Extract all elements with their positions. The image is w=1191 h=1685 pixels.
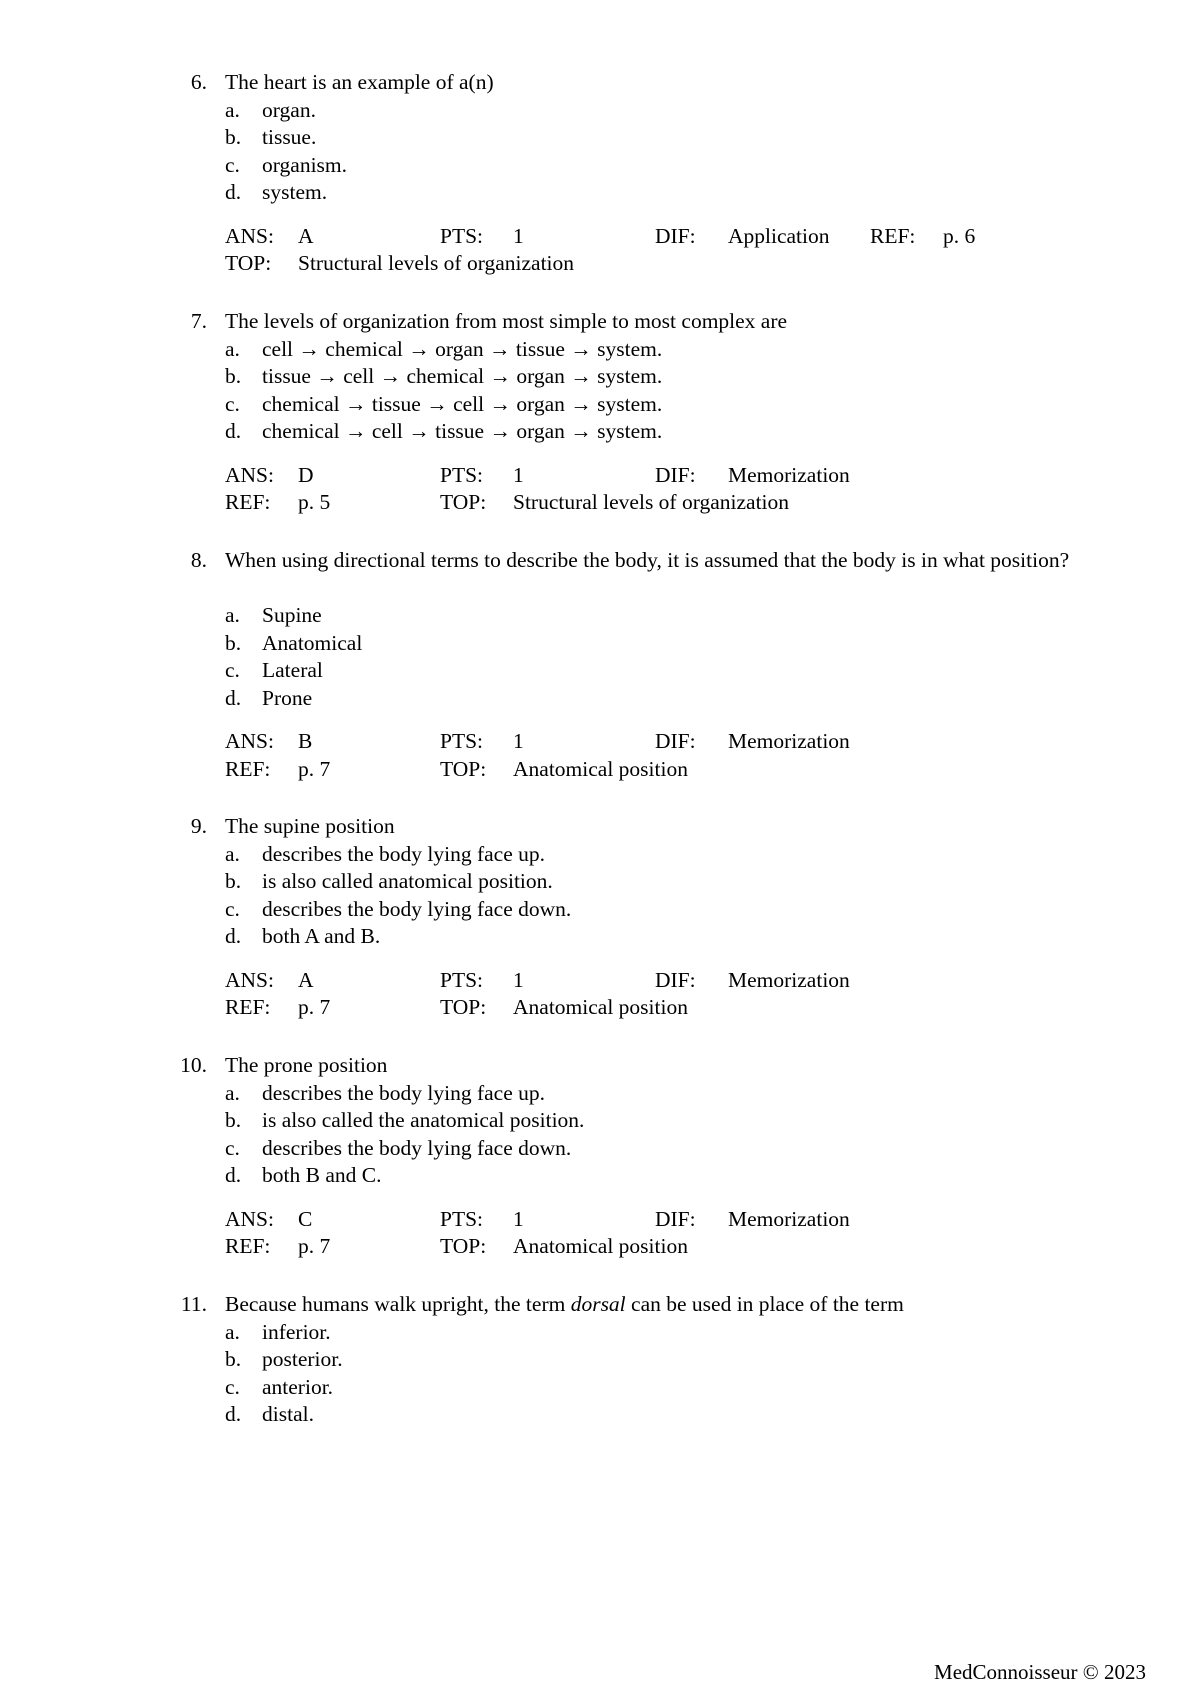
option-text: describes the body lying face down. (262, 896, 572, 921)
option-c (0, 391, 1191, 419)
answer-metadata (0, 223, 1191, 278)
option-letter: c. (225, 896, 240, 921)
pts-label: PTS: (440, 1206, 484, 1231)
ans-value: A (298, 223, 314, 248)
top-value: Structural levels of organization (513, 490, 790, 514)
meta-row (0, 1206, 1191, 1234)
answer-options (0, 1080, 1191, 1190)
dif-value: Memorization (728, 1206, 850, 1231)
option-text: tissue. (262, 125, 317, 149)
dif-label: DIF: (655, 462, 696, 487)
question-number: 9. (190, 814, 207, 838)
answer-metadata (0, 462, 1191, 517)
ans-value: B (298, 729, 313, 753)
option-text: describes the body lying face down. (262, 1135, 572, 1160)
copyright-footer: MedConnoisseur © 2023 (934, 1660, 1146, 1684)
meta-row (0, 223, 1191, 251)
pts-label: PTS: (440, 462, 484, 487)
ref-label: REF: (225, 995, 271, 1019)
option-b (0, 1107, 1191, 1135)
option-text: both B and C. (262, 1163, 382, 1187)
option-letter: b. (225, 125, 242, 149)
answer-metadata (0, 1206, 1191, 1261)
option-letter: a. (225, 841, 240, 866)
ans-value: C (298, 1206, 313, 1231)
meta-row (0, 967, 1191, 995)
option-letter: d. (225, 419, 242, 443)
option-letter: b. (225, 869, 242, 893)
question-stem (0, 1291, 1191, 1319)
meta-row (0, 728, 1191, 756)
ref-label: REF: (870, 223, 916, 248)
top-label: TOP: (440, 1234, 487, 1258)
question-stem (0, 813, 1191, 841)
option-a (0, 336, 1191, 364)
option-text: tissue → cell → chemical → organ → system. (262, 364, 663, 388)
question-number: 8. (190, 548, 207, 572)
pts-value: 1 (513, 729, 524, 753)
dif-label: DIF: (655, 223, 696, 248)
option-text: system. (262, 180, 328, 204)
question-text: When using directional terms to describe the body, it is assumed that the body is in what position? (225, 548, 1070, 572)
option-c (0, 152, 1191, 180)
question-11 (0, 1291, 1191, 1429)
option-d (0, 1401, 1191, 1429)
ans-value: D (298, 462, 314, 487)
option-letter: d. (225, 180, 242, 204)
ref-value: p. 5 (298, 490, 331, 514)
top-value: Structural levels of organization (298, 251, 575, 275)
question-stem (0, 69, 1191, 97)
answer-options (0, 336, 1191, 446)
option-text: both A and B. (262, 924, 381, 948)
ref-label: REF: (225, 490, 271, 514)
question-text: The supine position (225, 814, 395, 838)
option-text: is also called anatomical position. (262, 869, 553, 893)
option-c (0, 1135, 1191, 1163)
question-stem (0, 1052, 1191, 1080)
answer-metadata (0, 967, 1191, 1022)
question-text-end: can be used in place of the term (625, 1292, 904, 1316)
option-c (0, 657, 1191, 685)
italic-term: dorsal (570, 1292, 626, 1316)
option-a (0, 841, 1191, 869)
question-10 (0, 1052, 1191, 1261)
ref-value: p. 7 (298, 1234, 331, 1258)
option-text: is also called the anatomical position. (262, 1108, 585, 1132)
top-label: TOP: (440, 756, 487, 781)
option-letter: a. (225, 1080, 240, 1105)
question-text (225, 1291, 1095, 1319)
dif-label: DIF: (655, 729, 696, 753)
question-stem (0, 308, 1191, 336)
option-text: describes the body lying face up. (262, 841, 545, 866)
option-letter: c. (225, 1374, 240, 1399)
option-text: Prone (262, 685, 313, 710)
option-text: posterior. (262, 1347, 343, 1371)
option-letter: d. (225, 685, 242, 710)
top-value: Anatomical position (513, 995, 688, 1019)
question-text: The prone position (225, 1053, 388, 1077)
ref-value: p. 7 (298, 995, 331, 1019)
dif-value: Memorization (728, 462, 850, 487)
option-letter: b. (225, 1347, 242, 1371)
top-value: Anatomical position (513, 1234, 688, 1258)
answer-options (0, 1319, 1191, 1429)
option-text: Lateral (262, 658, 323, 682)
ref-label: REF: (225, 1234, 271, 1258)
option-text: organ. (262, 97, 316, 122)
option-letter: b. (225, 1108, 242, 1132)
option-letter: c. (225, 152, 240, 177)
meta-row (0, 250, 1191, 278)
option-letter: b. (225, 630, 242, 655)
option-letter: b. (225, 364, 242, 388)
top-label: TOP: (225, 251, 272, 275)
option-b (0, 363, 1191, 391)
option-d (0, 685, 1191, 713)
pts-value: 1 (513, 462, 524, 487)
option-a (0, 1319, 1191, 1347)
option-d (0, 1162, 1191, 1190)
option-b (0, 124, 1191, 152)
top-label: TOP: (440, 490, 487, 514)
question-text-start: Because humans walk upright, the term (225, 1292, 571, 1316)
option-letter: d. (225, 1163, 242, 1187)
option-letter: d. (225, 924, 242, 948)
option-text: Supine (262, 603, 322, 627)
option-letter: a. (225, 336, 240, 361)
meta-row (0, 1233, 1191, 1261)
pts-value: 1 (513, 1206, 524, 1231)
option-letter: c. (225, 658, 240, 682)
ans-label: ANS: (225, 223, 274, 248)
option-text: inferior. (262, 1319, 331, 1344)
answer-options (0, 841, 1191, 951)
option-text: chemical → tissue → cell → organ → system. (262, 391, 663, 416)
ans-value: A (298, 967, 314, 992)
ans-label: ANS: (225, 462, 274, 487)
option-a (0, 97, 1191, 125)
option-a (0, 602, 1191, 630)
answer-options (0, 602, 1191, 712)
option-letter: a. (225, 603, 240, 627)
answer-options (0, 97, 1191, 207)
option-letter: a. (225, 97, 240, 122)
pts-label: PTS: (440, 967, 484, 992)
question-6 (0, 69, 1191, 278)
meta-row (0, 756, 1191, 784)
top-label: TOP: (440, 995, 487, 1019)
meta-row (0, 489, 1191, 517)
option-letter: c. (225, 391, 240, 416)
option-c (0, 1374, 1191, 1402)
option-b (0, 630, 1191, 658)
question-text: The heart is an example of a(n) (225, 70, 494, 94)
ref-value: p. 6 (943, 223, 976, 248)
question-number: 11. (180, 1292, 207, 1316)
option-b (0, 1346, 1191, 1374)
meta-row (0, 462, 1191, 490)
option-letter: d. (225, 1402, 242, 1426)
question-number: 7. (190, 309, 207, 333)
option-a (0, 1080, 1191, 1108)
dif-label: DIF: (655, 1206, 696, 1231)
ans-label: ANS: (225, 729, 274, 753)
ref-value: p. 7 (298, 756, 331, 781)
dif-value: Memorization (728, 729, 850, 753)
question-number: 10. (180, 1053, 207, 1077)
ans-label: ANS: (225, 1206, 274, 1231)
option-text: distal. (262, 1402, 314, 1426)
option-letter: a. (225, 1319, 240, 1344)
top-value: Anatomical position (513, 756, 688, 781)
dif-value: Memorization (728, 967, 850, 992)
question-9 (0, 813, 1191, 1022)
dif-value: Application (728, 223, 830, 248)
option-b (0, 868, 1191, 896)
option-d (0, 418, 1191, 446)
question-7 (0, 308, 1191, 517)
question-8 (0, 547, 1191, 783)
ans-label: ANS: (225, 967, 274, 992)
meta-row (0, 994, 1191, 1022)
pts-value: 1 (513, 967, 524, 992)
option-d (0, 179, 1191, 207)
question-text: The levels of organization from most simple to most complex are (225, 309, 788, 333)
dif-label: DIF: (655, 967, 696, 992)
question-stem (0, 547, 1191, 602)
option-c (0, 896, 1191, 924)
option-text: anterior. (262, 1374, 334, 1399)
question-number: 6. (190, 70, 207, 94)
option-text: Anatomical (262, 630, 363, 655)
pts-label: PTS: (440, 729, 484, 753)
option-text: cell → chemical → organ → tissue → system. (262, 336, 663, 361)
option-d (0, 923, 1191, 951)
option-text: describes the body lying face up. (262, 1080, 545, 1105)
option-text: organism. (262, 152, 348, 177)
answer-metadata (0, 728, 1191, 783)
option-text: chemical → cell → tissue → organ → system. (262, 419, 663, 443)
pts-value: 1 (513, 223, 524, 248)
pts-label: PTS: (440, 223, 484, 248)
ref-label: REF: (225, 756, 271, 781)
option-letter: c. (225, 1135, 240, 1160)
